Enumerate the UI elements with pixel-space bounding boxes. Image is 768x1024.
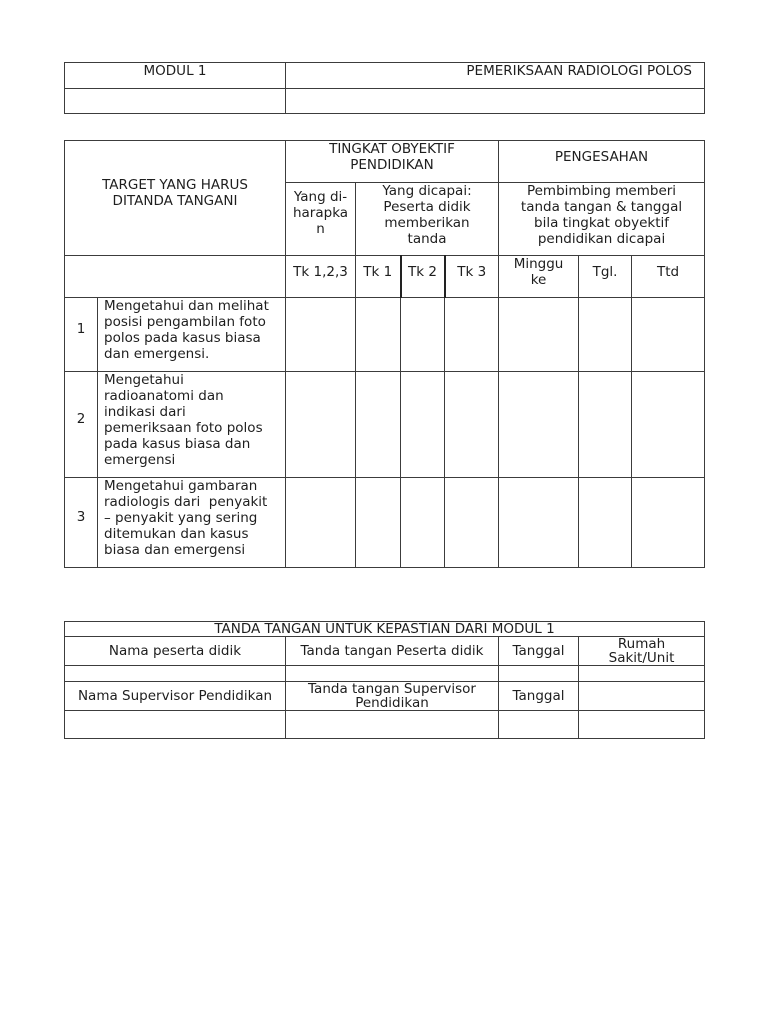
objective-number: 3 (65, 478, 98, 568)
date-cell (579, 372, 632, 478)
participant-signature-label: Tanda tangan Peserta didik (286, 637, 499, 666)
module-blank-row (65, 89, 705, 114)
tk1-label: Tk 1 (356, 256, 401, 298)
participant-date-label: Tanggal (499, 637, 579, 666)
supervisor-name-label: Nama Supervisor Pendidikan (65, 682, 286, 711)
objective-text: Mengetahui gambaran radiologis dari penyakit – penyakit yang sering ditemukan dan kasus biasa dan emergensi (98, 478, 286, 568)
module-label: MODUL 1 (65, 63, 286, 89)
objective-text: Mengetahui radioanatomi dan indikasi dari pemeriksaan foto polos pada kasus biasa dan emergensi (98, 372, 286, 478)
signature-cell (632, 372, 705, 478)
signature-label: Ttd (632, 256, 705, 298)
approval-header: PENGESAHAN (499, 141, 705, 183)
tk2-cell (401, 478, 445, 568)
unit-cell (579, 666, 705, 682)
signature-cell (632, 298, 705, 372)
column-labels-blank-cell (65, 256, 286, 298)
participant-name-cell (65, 666, 286, 682)
tk3-label: Tk 3 (445, 256, 499, 298)
tk3-cell (445, 298, 499, 372)
tk1-cell (356, 372, 401, 478)
tk2-cell (401, 298, 445, 372)
week-cell (499, 298, 579, 372)
tk1-cell (356, 298, 401, 372)
participant-signature-cell (286, 666, 499, 682)
module-blank-cell-right (286, 89, 705, 114)
tk1-cell (356, 478, 401, 568)
supervisor-date-cell (499, 711, 579, 739)
objective-number: 1 (65, 298, 98, 372)
module-header-table (64, 62, 705, 114)
tk2-cell (401, 372, 445, 478)
tk-all-label: Tk 1,2,3 (286, 256, 356, 298)
module-title: PEMERIKSAAN RADIOLOGI POLOS (286, 63, 705, 89)
signature-table (64, 621, 705, 739)
tk-all-cell (286, 478, 356, 568)
supervisor-values-row (65, 711, 705, 739)
objective-row (65, 478, 705, 568)
tk-all-cell (286, 372, 356, 478)
objective-row (65, 372, 705, 478)
tk3-cell (445, 372, 499, 478)
target-header: TARGET YANG HARUS DITANDA TANGANI (65, 141, 286, 256)
supervisor-date-label: Tanggal (499, 682, 579, 711)
supervisor-name-cell (65, 711, 286, 739)
tk2-label: Tk 2 (401, 256, 445, 298)
tk-all-cell (286, 298, 356, 372)
participant-date-cell (499, 666, 579, 682)
participant-values-row (65, 666, 705, 682)
objective-row (65, 298, 705, 372)
signature-cell (632, 478, 705, 568)
participant-name-label: Nama peserta didik (65, 637, 286, 666)
objective-number: 2 (65, 372, 98, 478)
date-cell (579, 478, 632, 568)
supervisor-signature-cell (286, 711, 499, 739)
supervisor-signature-label: Tanda tangan Supervisor Pendidikan (286, 682, 499, 711)
level-header: TINGKAT OBYEKTIF PENDIDIKAN (286, 141, 499, 183)
tk3-cell (445, 478, 499, 568)
week-label: Minggu ke (499, 256, 579, 298)
achieved-header: Yang dicapai: Peserta didik memberikan tanda (356, 183, 499, 256)
objective-text: Mengetahui dan melihat posisi pengambilan foto polos pada kasus biasa dan emergensi. (98, 298, 286, 372)
module-header-row (65, 63, 705, 89)
participant-labels-row (65, 637, 705, 666)
unit-label: Rumah Sakit/Unit (579, 637, 705, 666)
objectives-table (64, 140, 705, 568)
date-cell (579, 298, 632, 372)
signature-table-title: TANDA TANGAN UNTUK KEPASTIAN DARI MODUL 1 (65, 622, 705, 637)
supervisor-labels-row (65, 682, 705, 711)
date-label: Tgl. (579, 256, 632, 298)
objectives-column-labels-row (65, 256, 705, 298)
supervisor-unit-blank-cell (579, 682, 705, 711)
approval-note: Pembimbing memberi tanda tangan & tanggal bila tingkat obyektif pendidikan dicapai (499, 183, 705, 256)
objectives-header-row (65, 141, 705, 183)
week-cell (499, 478, 579, 568)
module-blank-cell-left (65, 89, 286, 114)
expected-header: Yang di-harapkan (286, 183, 356, 256)
week-cell (499, 372, 579, 478)
supervisor-unit-cell (579, 711, 705, 739)
signature-title-row (65, 622, 705, 637)
